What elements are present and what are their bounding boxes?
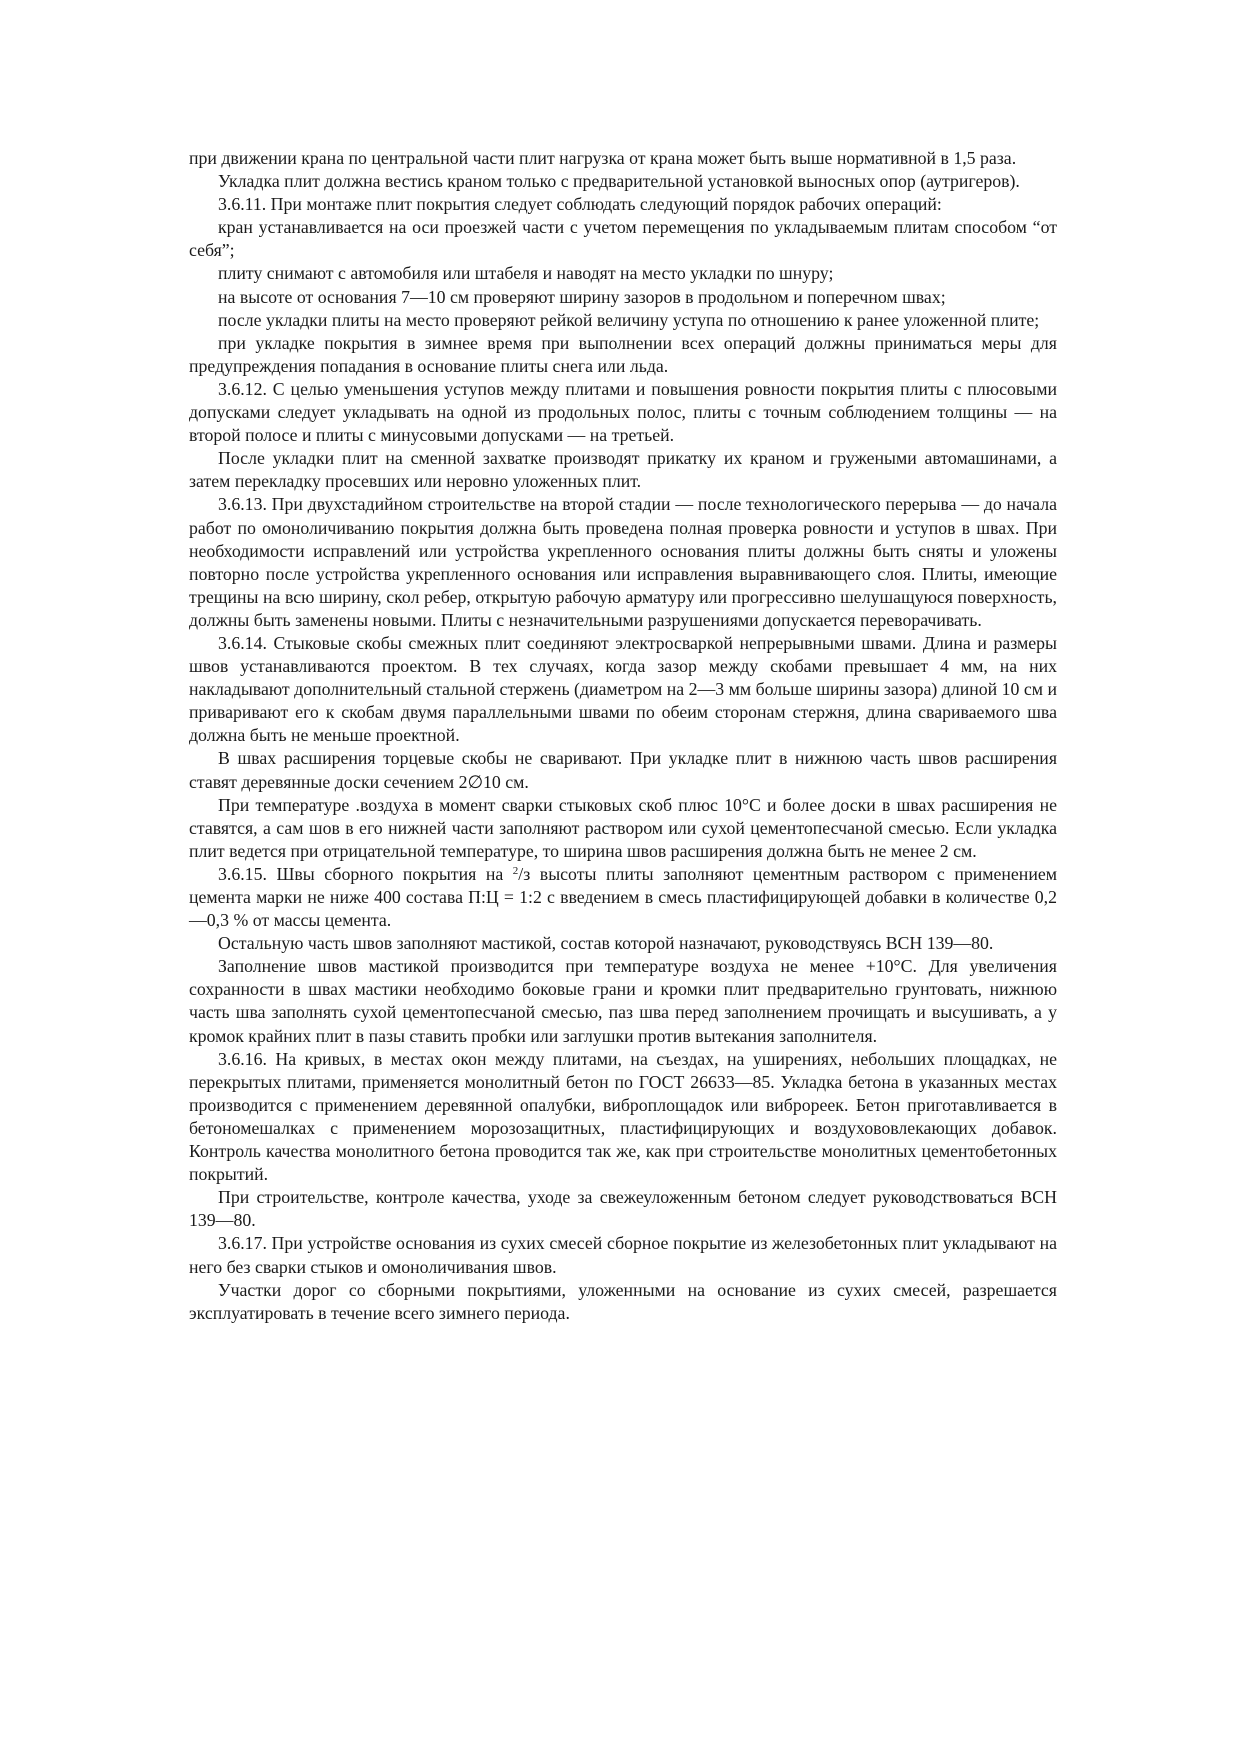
paragraph-19: При строительстве, контроле качества, уходе за свежеуложенным бетоном следует руководствоваться ВСН 139—80. — [189, 1187, 1057, 1231]
paragraph-15-before: 3.6.15. Швы сборного покрытия на — [218, 863, 513, 884]
paragraph-10: После укладки плит на сменной захватке производят прикатку их краном и гружеными автомашинами, а затем перекладку просевших или неровно уложенных плит. — [189, 448, 1057, 492]
paragraph-4: кран устанавливается на оси проезжей части с учетом перемещения по укладываемым плитам способом “от себя”; — [189, 217, 1057, 261]
paragraph-20: 3.6.17. При устройстве основания из сухих смесей сборное покрытие из железобетонных плит укладывают на него без сварки стыков и омоноличивания швов. — [189, 1233, 1057, 1277]
superscript-two-thirds: 2 — [512, 864, 519, 877]
paragraph-3: 3.6.11. При монтаже плит покрытия следует соблюдать следующий порядок рабочих операций: — [218, 194, 942, 215]
paragraph-13: В швах расширения торцевые скобы не сваривают. При укладке плит в нижнюю часть швов расширения ставят деревянные доски сечением 2∅10 см. — [189, 748, 1057, 792]
document-page — [189, 147, 1057, 1325]
paragraph-15-after: /з высоты плиты заполняют цементным раствором с применением цемента марки не ниже 400 состава П:Ц = 1:2 с введением в смесь пластифицирующей добавки в количестве 0,2—0,3 % от массы цемента. — [189, 863, 1057, 931]
paragraph-15 — [189, 863, 1057, 932]
paragraph-9: 3.6.12. С целью уменьшения уступов между плитами и повышения ровности покрытия плиты с плюсовыми допусками следует укладывать на одной из продольных полос, плиты с точным соблюдением толщины — на второй полосе и плиты с минусовыми допусками — на третьей. — [189, 378, 1057, 446]
paragraph-2: Укладка плит должна вестись краном только с предварительной установкой выносных опор (аутригеров). — [218, 171, 1020, 192]
paragraph-14: При температуре .воздуха в момент сварки стыковых скоб плюс 10°С и более доски в швах расширения не ставятся, а сам шов в его нижней части заполняют раствором или сухой цементопесчаной смесью. Если укладка плит ведется при отрицательной температуре, то ширина швов расширения должна быть не менее 2 см. — [189, 794, 1057, 861]
paragraph-6: на высоте от основания 7—10 см проверяют ширину зазоров в продольном и поперечном швах; — [218, 286, 946, 307]
paragraph-18: 3.6.16. На кривых, в местах окон между плитами, на съездах, на уширениях, небольших площадках, не перекрытых плитами, применяется монолитный бетон по ГОСТ 26633—85. Укладка бетона в указанных местах производится с применением деревянной опалубки, виброплощадок или виброреек. Бетон приготавливается в бетономешалках с применением морозозащитных, пластифицирующих и воздухововлекающих добавок. Контроль качества монолитного бетона проводится так же, как при строительстве монолитных цементобетонных покрытий. — [189, 1048, 1057, 1185]
paragraph-7: после укладки плиты на место проверяют рейкой величину уступа по отношению к ранее уложенной плите; — [218, 309, 1040, 330]
paragraph-12: 3.6.14. Стыковые скобы смежных плит соединяют электросваркой непрерывными швами. Длина и размеры швов устанавливаются проектом. В тех случаях, когда зазор между скобами превышает 4 мм, на них накладывают дополнительный стальной стержень (диаметром на 2—3 мм больше ширины зазора) длиной 10 см и приваривают его к скобам двумя параллельными швами по обеим сторонам стержня, длина свариваемого шва должна быть не меньше проектной. — [189, 632, 1057, 746]
paragraph-21: Участки дорог со сборными покрытиями, уложенными на основание из сухих смесей, разрешается эксплуатировать в течение всего зимнего периода. — [189, 1279, 1057, 1323]
paragraph-16: Остальную часть швов заполняют мастикой, состав которой назначают, руководствуясь ВСН 139—80. — [218, 933, 994, 954]
paragraph-11: 3.6.13. При двухстадийном строительстве на второй стадии — после технологического перерыва — до начала работ по омоноличиванию покрытия должна быть проведена полная проверка ровности и уступов в швах. При необходимости исправлений или устройства укрепленного основания плиты должны быть сняты и уложены повторно после устройства укрепленного основания или исправления выравнивающего слоя. Плиты, имеющие трещины на всю ширину, скол ребер, открытую рабочую арматуру или прогрессивно шелушащуюся поверхность, должны быть заменены новыми. Плиты с незначительными разрушениями допускается переворачивать. — [189, 494, 1057, 630]
paragraph-17: Заполнение швов мастикой производится при температуре воздуха не менее +10°С. Для увеличения сохранности в швах мастики необходимо боковые грани и кромки плит предварительно грунтовать, нижнюю часть шва заполнять сухой цементопесчаной смесью, паз шва перед заполнением прочищать и высушивать, а у кромок крайних плит в пазы ставить пробки или заглушки против вытекания заполнителя. — [189, 956, 1057, 1046]
paragraph-1: при движении крана по центральной части плит нагрузка от крана может быть выше нормативной в 1,5 раза. — [189, 148, 1017, 168]
paragraph-5: плиту снимают с автомобиля или штабеля и наводят на место укладки по шнуру; — [218, 263, 834, 284]
paragraph-8: при укладке покрытия в зимнее время при выполнении всех операций должны приниматься меры для предупреждения попадания в основание плиты снега или льда. — [189, 332, 1057, 376]
